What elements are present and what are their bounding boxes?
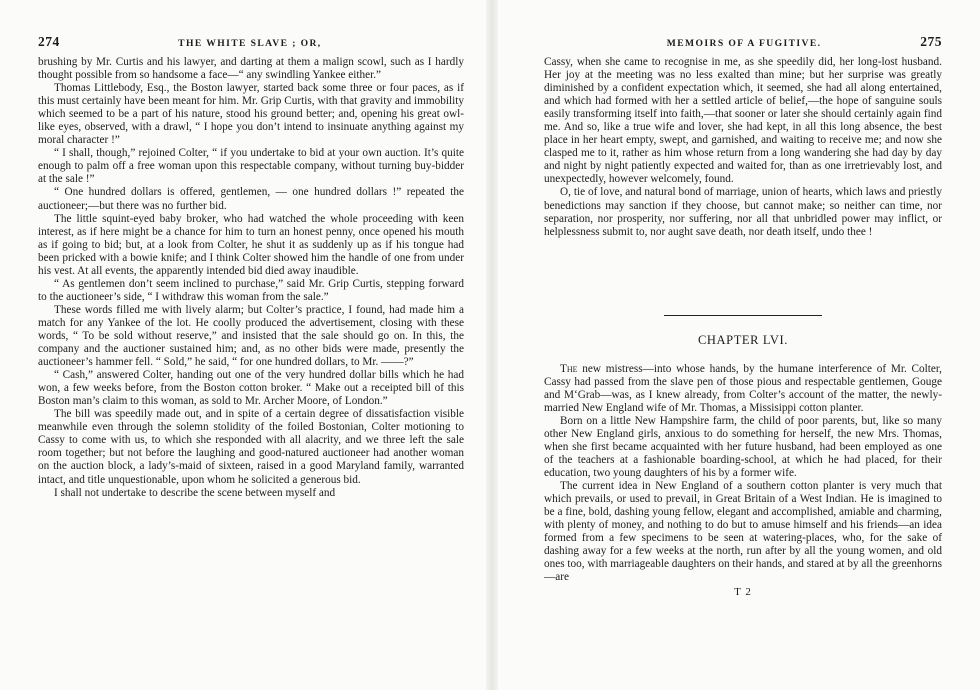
left-paragraph: The little squint-eyed baby broker, who had watched the whole proceeding with keen interest, as if here might be a chance for him to turn an honest penny, once opened his mouth as if going to bid; but, at a look from Colter, he shut it as suddenly up as if his tongue had been pricked with a bowie knife; and I think Colter showed him the handle of one from under his vest. At all events, the apparently intended bid died away inaudible. [38,212,464,277]
right-page-header [544,34,942,56]
left-page-number: 274 [38,34,60,49]
left-paragraph: brushing by Mr. Curtis and his lawyer, and darting at them a malign scowl, such as I hardly thought possible from so handsome a face—“ any swindling Yankee either.” [38,56,464,82]
left-paragraph: These words filled me with lively alarm; but Colter’s practice, I found, had made him a match for any Yankee of the lot. He coolly produced the advertisement, closing with these words, “ To be sold without reserve,” and insisted that the sale should go on. In this, the company and the auctioner sustained him; and, as no other bids were made, presently the auctioneer’s hammer fell. “ Sold,” he said, “ for one hundred dollars, to Mr. ——?” [38,303,464,369]
right-paragraph: Cassy, when she came to recognise in me, as she speedily did, her long-lost husband. Her joy at the meeting was no less exalted than mine; but her surprise was greatly diminished by a confident expectation which, it seemed, she had all along entertained, and which had formed with her a settled article of belief,—the hope of sanguine souls easily transforming itself into faith,—that sooner or later she should certainly again find me. And so, like a true wife and lover, she had kept, in all this long absence, the best place in her heart empty, swept, and garnished, and waiting to receive me; and now she clasped me to it, rather as him whose return from a long wandering she had day by day and night by night patiently expected and waited for, than as one irretrievably lost, and unexpectedly, however welcomely, found. [544,56,942,186]
chapter-first-word: The [560,362,578,375]
right-paragraph: O, tie of love, and natural bond of marriage, union of hearts, which laws and priestly benedictions may sanction if they choose, but cannot make; so neither can time, nor separation, nor prosperity, nor suffering, nor all that unbridled power may inflict, or helplessness submit to, nor aught save death, nor death itself, undo thee ! [544,186,942,238]
left-paragraph: I shall not undertake to describe the scene between myself and [54,486,336,499]
signature-mark: T 2 [734,585,752,598]
chapter-heading: CHAPTER LVI. [697,332,789,347]
left-paragraph: Thomas Littlebody, Esq., the Boston lawyer, started back some three or four paces, as if this must certainly have been meant for him. Mr. Grip Curtis, with that gravity and immobility which seemed to be a part of his nature, stood his ground better; and, opening his great owl-like eyes, observed, with a drawl, “ I hope you don’t intend to insinuate anything against my moral character !” [38,82,464,147]
left-paragraph: The bill was speedily made out, and in spite of a certain degree of dissatisfaction visible meanwhile even through the solemn stolidity of the foiled Bostonian, Colter motioning to Cassy to come with us, to which she responded with all alacrity, and we three left the sale room together; but not before the laughing and good-natured auctioneer had another woman on the auction block, a lady’s-maid of sixteen, raised in a good Maryland family, warranted intact, and title unquestionable, upon whom he solicited a generous bid. [38,408,464,486]
left-paragraph: “ Cash,” answered Colter, handing out one of the very hundred dollar bills which he had won, a few weeks before, from the Boston cotton broker. “ Make out a receipted bill of this Boston man’s claim to this woman, as sold to Mr. Archer Moore, of London.” [38,369,464,408]
right-paragraph: Born on a little New Hampshire farm, the child of poor parents, but, like so many other New England girls, anxious to do something for herself, the new Mrs. Thomas, when she first became acquainted with her future husband, had been employed as one of the teachers at a fashionable boarding-school, at which he had placed, for their education, two young daughters of his by a former wife. [544,414,942,480]
right-paragraph: The current idea in New England of a southern cotton planter is very much that which prevails, or used to prevail, in Great Britain of a West Indian. He is imagined to be a fine, bold, dashing young fellow, elegant and accomplished, amiable and charming, with plenty of money, and nothing to do but to amuse himself and his friends—an idea formed from a few specimens to be seen at watering-places, who, for the sake of dashing away for a few weeks at the north, run after by all the young women, and old ones too, with marriageable daughters on their hands, and stared at by all the greenhorns—are [544,480,943,584]
left-page-header [38,34,464,56]
left-paragraph: “ I shall, though,” rejoined Colter, “ if you undertake to bid at your own auction. It’s quite enough to palm off a free woman upon this respectable company, without turning buy-bidder at the sale !” [38,147,464,186]
section-divider [664,315,822,316]
chapter-opening-paragraph [544,363,942,415]
chapter-opening-text: new mistress—into whose hands, by the humane interference of Mr. Colter, Cassy had passed from the slave pen of those pious and respectable gentlemen, Gouge and M‘Grab—was, as I knew already, from Colter’s account of the matter, the newly-married New England wife of Mr. Thomas, a Missisippi cotton planter. [544,362,942,414]
right-page-body [544,56,942,599]
left-page-body [38,56,464,500]
right-running-title: MEMOIRS OF A FUGITIVE. [666,38,822,49]
left-running-title: THE WHITE SLAVE ; OR, [178,38,322,49]
left-paragraph: “ As gentlemen don’t seem inclined to purchase,” said Mr. Grip Curtis, stepping forward to the auctioneer’s side, “ I withdraw this woman from the sale.” [38,277,464,303]
left-paragraph: “ One hundred dollars is offered, gentlemen, — one hundred dollars !” repeated the auctioneer;—but there was no further bid. [38,186,464,212]
right-page [492,0,980,690]
right-page-number: 275 [920,34,942,49]
